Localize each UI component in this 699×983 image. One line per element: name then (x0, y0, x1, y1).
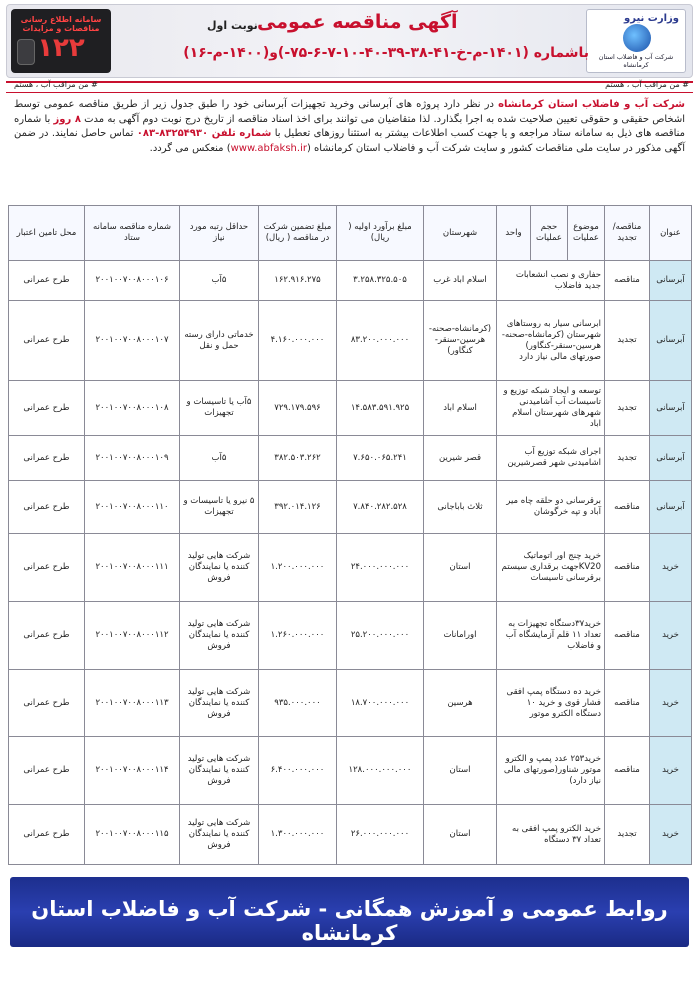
table-cell: طرح عمرانی (9, 436, 85, 481)
table-cell: شرکت هایی تولید کننده یا نمایندگان فروش (180, 602, 259, 670)
table-cell: ۷۲۹.۱۷۹.۵۹۶ (259, 381, 337, 436)
badge-title: سامانه اطلاع رسانی مناقصات و مزایدات (20, 15, 102, 33)
website-link[interactable]: www.abfaksh.ir (230, 142, 307, 154)
table-row (9, 436, 692, 481)
table-header-cell: حجم عملیات (531, 206, 568, 261)
table-cell: خرید ده دستگاه پمپ افقی فشار قوی و خرید ۱۰ دستگاه الکترو موتور (497, 670, 605, 737)
table-cell: تجدید (605, 436, 650, 481)
table-cell: ۱۸.۷۰۰.۰۰۰.۰۰۰ (337, 670, 424, 737)
table-cell: خرید۳۷دستگاه تجهیزات به تعداد ۱۱ قلم آزمایشگاه آب و فاضلاب (497, 602, 605, 670)
table-row (9, 602, 692, 670)
table-cell: ۱.۲۶۰.۰۰۰.۰۰۰ (259, 602, 337, 670)
table-header-cell: موضوع عملیات (568, 206, 605, 261)
table-cell: ۸۳.۲۰۰.۰۰۰.۰۰۰ (337, 301, 424, 381)
ad-header (6, 4, 693, 78)
table-cell: اسلام اباد (424, 381, 497, 436)
table-cell: ۱.۳۰۰.۰۰۰.۰۰۰ (259, 805, 337, 865)
table-header-cell: حداقل رتبه مورد نیاز (180, 206, 259, 261)
table-cell: ۵ نیرو یا تاسیسات و تجهیزات (180, 481, 259, 534)
table-cell: خرید الکترو پمپ افقی به تعداد ۳۷ دستگاه (497, 805, 605, 865)
table-cell: مناقصه (605, 481, 650, 534)
footer-text: روابط عمومی و آموزش همگانی - شرکت آب و فاضلاب استان کرمانشاه (31, 897, 668, 945)
table-cell: ۳.۲۵۸.۳۲۵.۵۰۵ (337, 261, 424, 301)
table-cell: ۲۰۰۱۰۰۷۰۰۸۰۰۰۱۰۸ (85, 381, 180, 436)
intro-text-4: ) منعکس می گردد. (149, 142, 231, 154)
table-cell: خرید (650, 670, 692, 737)
slogan-left: # من مراقب آب ، هستم (14, 80, 98, 89)
table-cell: آبرسانی (650, 381, 692, 436)
company-logo (586, 9, 686, 73)
table-row (9, 670, 692, 737)
table-cell: ۲۰۰۱۰۰۷۰۰۸۰۰۰۱۰۶ (85, 261, 180, 301)
tender-numbers: باشماره (۱۴۰۱-م-خ-۴۱-۳۸-۳۹-۴۰-۱۰-۷-۶-۷۵-)و(۱۴۰۰-م-۱۶) (183, 45, 589, 61)
tender-table (8, 205, 692, 865)
table-cell: ۷.۸۴۰.۲۸۲.۵۲۸ (337, 481, 424, 534)
intro-days: ۸ روز (53, 113, 81, 125)
table-header-cell: مناقصه/ تجدید (605, 206, 650, 261)
table-cell: ۲۰۰۱۰۰۷۰۰۸۰۰۰۱۱۵ (85, 805, 180, 865)
intro-phone: شماره تلفن ۸۳۲۵۴۹۳۰-۰۸۳ (136, 128, 272, 139)
table-row (9, 381, 692, 436)
table-cell: ۲۰۰۱۰۰۷۰۰۸۰۰۰۱۱۲ (85, 602, 180, 670)
table-cell: استان (424, 805, 497, 865)
table-cell: طرح عمرانی (9, 301, 85, 381)
table-cell: ۲۶.۰۰۰.۰۰۰.۰۰۰ (337, 805, 424, 865)
water-drop-icon (623, 24, 651, 52)
table-cell: اورامانات (424, 602, 497, 670)
table-row (9, 737, 692, 805)
table-cell: تجدید (605, 805, 650, 865)
table-cell: ۱۲۸.۰۰۰.۰۰۰.۰۰۰ (337, 737, 424, 805)
table-row (9, 301, 692, 381)
table-row (9, 481, 692, 534)
table-cell: ۱.۲۰۰.۰۰۰.۰۰۰ (259, 534, 337, 602)
table-cell: ۲۰۰۱۰۰۷۰۰۸۰۰۰۱۱۴ (85, 737, 180, 805)
table-cell: مناقصه (605, 737, 650, 805)
table-cell: خرید (650, 805, 692, 865)
table-cell: طرح عمرانی (9, 602, 85, 670)
org-name: شرکت آب و فاضلاب استان کرمانشاه (498, 99, 686, 110)
intro-text-1: در نظر دارد پروژه های آبرسانی وخرید تجهیزات آبرسانی خود را طبق جدول زیر از طریق مناقصه عمومی توسط اشخاص حقیقی و حقوقی تعیین صلاحیت شده به اجرا بگذارد. لذا متقاضیان می توانند برای اخذ اسناد مناقصه از تاریخ درج نوبت دوم آگهی به مدت (14, 99, 685, 125)
table-cell: ۲۰۰۱۰۰۷۰۰۸۰۰۰۱۰۷ (85, 301, 180, 381)
table-cell: ۲۰۰۱۰۰۷۰۰۸۰۰۰۱۱۰ (85, 481, 180, 534)
table-row (9, 261, 692, 301)
table-cell: مناقصه (605, 670, 650, 737)
table-cell: ۳۸۲.۵۰۳.۲۶۲ (259, 436, 337, 481)
logo-company-label: شرکت آب و فاضلاب استان کرمانشاه (598, 53, 674, 69)
table-cell: شرکت هایی تولید کننده یا نمایندگان فروش (180, 805, 259, 865)
table-cell: اسلام اباد غرب (424, 261, 497, 301)
table-cell: ۲۰۰۱۰۰۷۰۰۸۰۰۰۱۰۹ (85, 436, 180, 481)
table-cell: آبرسانی (650, 301, 692, 381)
table-cell: آبرسانی (650, 261, 692, 301)
table-cell: استان (424, 737, 497, 805)
table-cell: توسعه و ایجاد شبکه توزیع و تاسیسات آب آشامیدنی شهرهای شهرستان اسلام اباد (497, 381, 605, 436)
table-cell: طرح عمرانی (9, 381, 85, 436)
badge-number: ۱۲۲ (37, 33, 85, 63)
table-cell: ۵آب (180, 436, 259, 481)
table-cell: ابرسانی سیار به روستاهای شهرستان (کرمانشاه-صحنه-هرسین-سنقر-کنگاور) صورتهای مالی نیاز دارد (497, 301, 605, 381)
table-cell: استان (424, 534, 497, 602)
intro-text-2: با شماره مناقصه های ذیل به سامانه ستاد مراجعه و یا جهت کسب اطلاعات بیشتر به استثنا روزهای تعطیل با (14, 113, 686, 139)
table-cell: برقرسانی دو حلقه چاه میر آباد و تپه خرگوشان (497, 481, 605, 534)
footer-banner (10, 877, 689, 947)
table-cell: اجرای شبکه توزیع آب اشامیدنی شهر قصرشیرین (497, 436, 605, 481)
slogan-rule (6, 81, 693, 93)
table-cell: خرید چنج اور اتوماتیک KV20جهت برقداری سیستم برقرسانی تاسیسات (497, 534, 605, 602)
slogan-right: # من مراقب آب ، هستم (605, 80, 689, 89)
intro-text-3: تماس حاصل نمایند. در ضمن آگهی مذکور در سایت ملی مناقصات کشور و سایت شرکت آب و فاضلاب استان کرمانشاه ( (14, 128, 685, 154)
table-row (9, 534, 692, 602)
table-cell: ۶.۴۰۰.۰۰۰.۰۰۰ (259, 737, 337, 805)
table-row (9, 805, 692, 865)
table-header-cell: مبلغ برآورد اولیه ( ریال) (337, 206, 424, 261)
table-header-row (9, 206, 692, 261)
table-cell: آبرسانی (650, 436, 692, 481)
table-cell: آبرسانی (650, 481, 692, 534)
table-cell: ۱۶۲.۹۱۶.۲۷۵ (259, 261, 337, 301)
table-cell: ۱۴.۵۸۳.۵۹۱.۹۲۵ (337, 381, 424, 436)
table-cell: طرح عمرانی (9, 805, 85, 865)
table-header-cell: واحد (497, 206, 531, 261)
table-cell: خرید (650, 737, 692, 805)
table-cell: ۲۵.۲۰۰.۰۰۰.۰۰۰ (337, 602, 424, 670)
table-cell: طرح عمرانی (9, 670, 85, 737)
table-cell: ۵آب یا تاسیسات و تجهیزات (180, 381, 259, 436)
table-cell: ۹۳۵.۰۰۰.۰۰۰ (259, 670, 337, 737)
table-cell: شرکت هایی تولید کننده یا نمایندگان فروش (180, 737, 259, 805)
table-cell: ۲۰۰۱۰۰۷۰۰۸۰۰۰۱۱۳ (85, 670, 180, 737)
table-cell: مناقصه (605, 261, 650, 301)
table-header-cell: محل تامین اعتبار (9, 206, 85, 261)
table-cell: طرح عمرانی (9, 261, 85, 301)
table-cell: خرید۲۵۳ عدد پمپ و الکترو موتور شناور(صورتهای مالی نیاز دارد) (497, 737, 605, 805)
table-cell: ثلاث باباجانی (424, 481, 497, 534)
table-cell: حفاری و نصب انشعابات جدید فاضلاب (497, 261, 605, 301)
table-header-cell: عنوان (650, 206, 692, 261)
ministry-label: وزارت نیرو (624, 13, 679, 24)
table-cell: تجدید (605, 301, 650, 381)
table-cell: ۴.۱۶۰.۰۰۰.۰۰۰ (259, 301, 337, 381)
table-header-cell: مبلغ تضمین شرکت در مناقصه ( ریال) (259, 206, 337, 261)
table-cell: خرید (650, 534, 692, 602)
table-cell: مناقصه (605, 602, 650, 670)
intro-paragraph (14, 98, 685, 156)
table-cell: شرکت هایی تولید کننده یا نمایندگان فروش (180, 670, 259, 737)
table-cell: ۷.۶۵۰.۰۶۵.۲۴۱ (337, 436, 424, 481)
table-cell: طرح عمرانی (9, 737, 85, 805)
table-cell: تجدید (605, 381, 650, 436)
table-cell: شرکت هایی تولید کننده یا نمایندگان فروش (180, 534, 259, 602)
table-cell: (کرمانشاه-صحنه-هرسین-سنقر-کنگاور) (424, 301, 497, 381)
table-cell: هرسین (424, 670, 497, 737)
table-cell: طرح عمرانی (9, 481, 85, 534)
table-cell: ۵آب (180, 261, 259, 301)
table-cell: خرید (650, 602, 692, 670)
table-cell: قصر شیرین (424, 436, 497, 481)
table-header-cell: شماره مناقصه سامانه ستاد (85, 206, 180, 261)
table-cell: مناقصه (605, 534, 650, 602)
table-header-cell: شهرستان (424, 206, 497, 261)
table-cell: ۳۹۲.۰۱۴.۱۲۶ (259, 481, 337, 534)
ad-round: نوبت اول (207, 19, 258, 32)
ad-title: آگهی مناقصه عمومی (257, 11, 458, 33)
table-cell: خدماتی دارای رسته حمل و نقل (180, 301, 259, 381)
table-cell: ۲۴.۰۰۰.۰۰۰.۰۰۰ (337, 534, 424, 602)
tender-info-badge (11, 9, 111, 73)
table-cell: طرح عمرانی (9, 534, 85, 602)
table-cell: ۲۰۰۱۰۰۷۰۰۸۰۰۰۱۱۱ (85, 534, 180, 602)
